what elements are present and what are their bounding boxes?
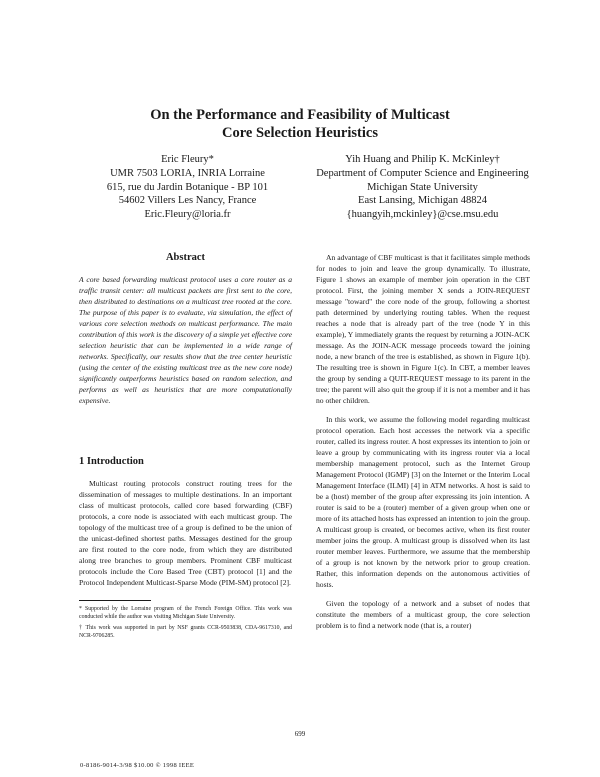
- paper-title: [0, 106, 600, 142]
- author-city: East Lansing, Michigan 48824: [358, 195, 487, 207]
- footnote-divider: [79, 600, 151, 601]
- author-email: {huangyih,mckinley}@cse.msu.edu: [346, 209, 499, 221]
- author-affiliation: Department of Computer Science and Engineering: [316, 167, 529, 179]
- author-block-2: [300, 153, 545, 222]
- author-email: Eric.Fleury@loria.fr: [144, 209, 231, 221]
- footnote-2: † This work was supported in part by NSF grants CCR-9503838, CDA-9617310, and NCR-9706285.: [79, 625, 292, 639]
- abstract-heading: Abstract: [165, 252, 206, 263]
- author-address: Michigan State University: [367, 181, 478, 193]
- body-paragraph-1: An advantage of CBF multicast is that it facilitates simple methods for nodes to join and leave the group dynamically. To illustrate, Figure 1 shows an example of member join operation in the CBT protocol. First, the joining member X sends a JOIN-REQUEST message "toward" the core node of the group, following a shortest path determined by underlying routing tables. When the request reaches a node that is already part of the tree (node Y in this example), Y immediately grants the request by returning a JOIN-ACK message. As the JOIN-ACK message proceeds toward the joining node, a new branch of the tree is established, as shown in Figure 1(b). The resulting tree is shown in Figure 1(c). In CBT, a member leaves the group by sending a QUIT-REQUEST message to its parent in the tree; the parent will also quit the group if it is not a member and it has no other children.: [316, 253, 530, 405]
- introduction-heading: 1 Introduction: [79, 456, 144, 467]
- author-affiliation: UMR 7503 LORIA, INRIA Lorraine: [110, 167, 265, 179]
- introduction-paragraph: Multicast routing protocols construct routing trees for the dissemination of messages to multiple destinations. In an important class of multicast protocols, called core based forwarding (CBF) protocols, a core node is associated with each multicast group. The topology of the multicast tree of a group is defined to be the union of the unicast-defined shortest paths. Messages destined for the group are first routed to the core node, from which they are distributed along tree branches to group members. Prominent CBF multicast protocols include the Core Based Tree (CBT) protocol [1] and the Protocol Independent Multicast-Sparse Mode (PIM-SM) protocol [2].: [79, 479, 292, 587]
- left-column: [79, 252, 292, 643]
- page-number: 699: [294, 730, 306, 738]
- author-address: 615, rue du Jardin Botanique - BP 101: [106, 181, 269, 193]
- footnote-1: * Supported by the Lorraine program of the French Foreign Office. This work was conducted while the author was visiting Michigan State University.: [79, 606, 292, 620]
- author-city: 54602 Villers Les Nancy, France: [118, 195, 257, 207]
- body-paragraph-2: In this work, we assume the following model regarding multicast protocol operation. Each host accesses the network via a specific router, called its ingress router. A host expresses its intention to join or leave a group by communicating with its ingress router via a local membership management protocol, such as the Internet Group Management Protocol (IGMP) [3] on the Internet or the Interim Local Management Interface (ILMI) [4] in ATM networks. A host is said to be a (host) member of the group after expressing its join intention. A router is said to be a (router) member of a given group when one or more of its attached hosts has expressed an intention to join the group. A multicast group is created, or becomes active, when its first router member joins the group. A multicast group is dissolved when its last router member leaves. Furthermore, we assume that the membership of a group is not known by the network prior to group creation. Rather, this information depends on the autonomous activities of hosts.: [316, 415, 530, 589]
- title-line-2: Core Selection Heuristics: [222, 125, 378, 141]
- right-column: [316, 252, 530, 639]
- author-block-1: [80, 153, 295, 222]
- body-paragraph-3: Given the topology of a network and a subset of nodes that constitute the members of a multicast group, the core selection problem is to find a network node (that is, a router): [316, 599, 530, 630]
- author-name: Eric Fleury*: [161, 154, 214, 165]
- abstract-text: A core based forwarding multicast protocol uses a core router as a traffic transit center: all multicast packets are first sent to the core, then distributed to destinations on a multicast tree rooted at the core. The purpose of this paper is to evaluate, via simulation, the effect of various core selection methods on multicast performance. The main contribution of this work is the discovery of a simple yet effective core selection heuristic that can be implemented in a wide range of networks. Specifically, our results show that the tree center heuristic (using the center of the existing multicast tree as the new core node) significantly outperforms heuristics based on random selection, and performs as well as heuristics that are more computationally expensive.: [79, 275, 292, 405]
- title-line-1: On the Performance and Feasibility of Multicast: [150, 107, 450, 123]
- author-name: Yih Huang and Philip K. McKinley†: [345, 154, 500, 165]
- copyright-line: 0-8186-9014-3/98 $10.00 © 1998 IEEE: [80, 762, 195, 769]
